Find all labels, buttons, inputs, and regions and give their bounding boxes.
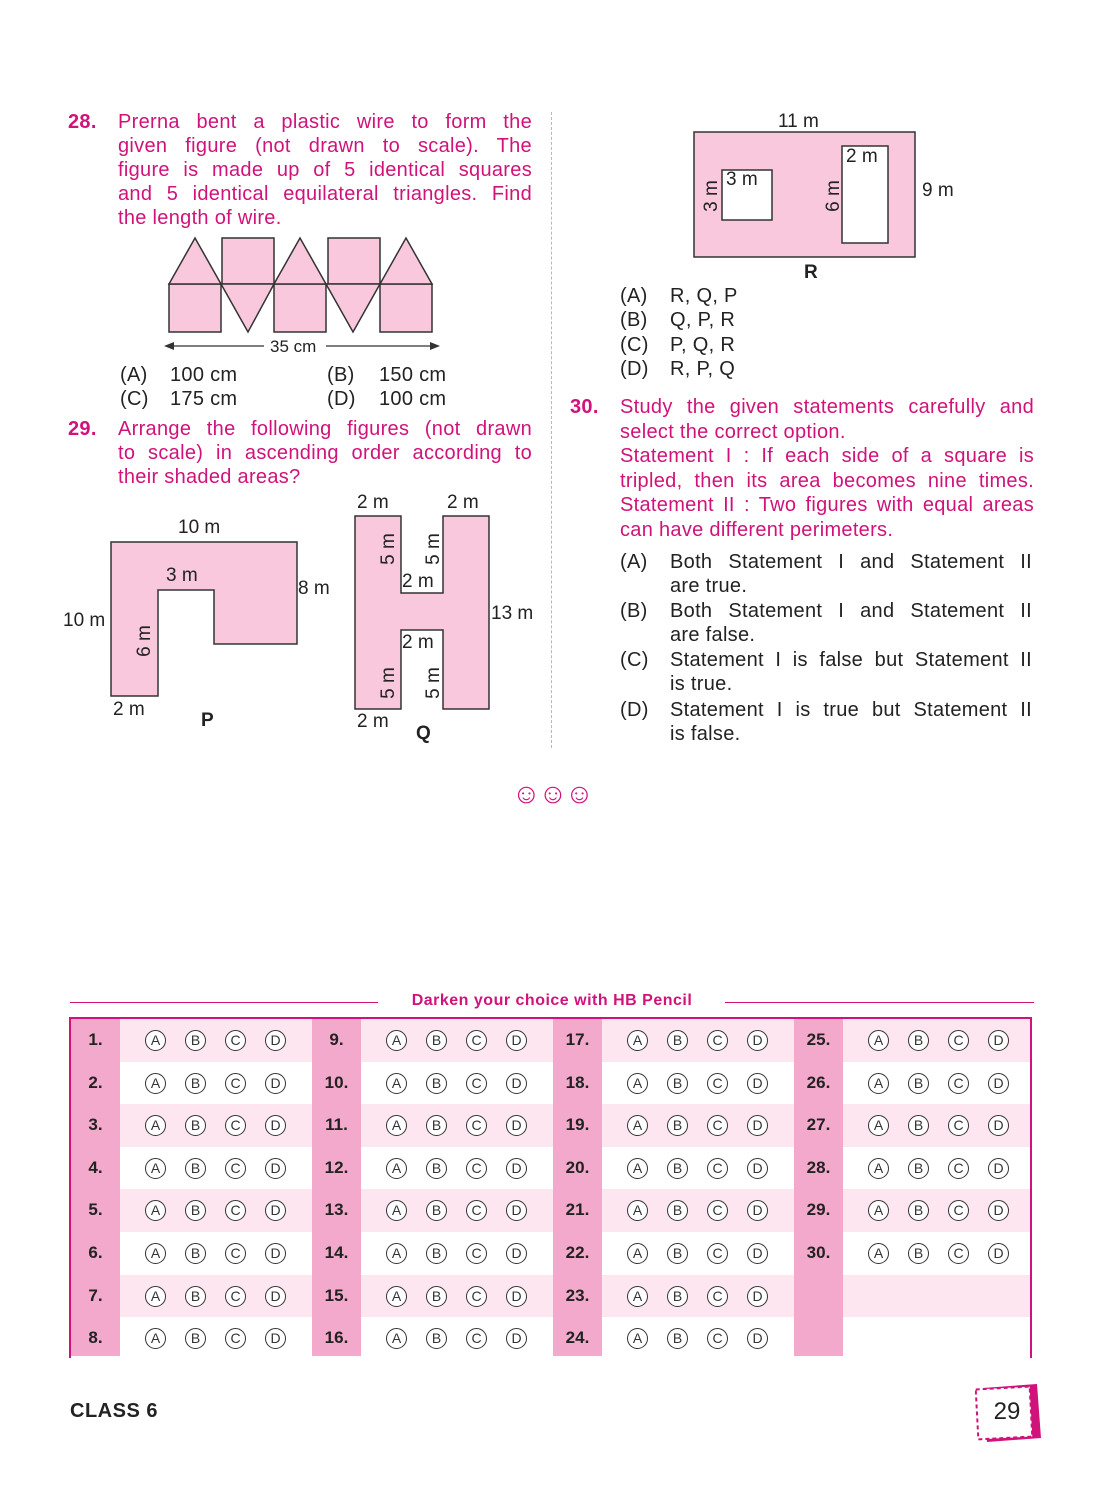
answer-bubble-d[interactable]: D — [988, 1243, 1009, 1264]
answer-question-number: 14. — [324, 1243, 349, 1262]
question-text-line: Prerna bent a plastic wire to form the — [118, 111, 532, 133]
answer-question-number: 19. — [565, 1115, 590, 1135]
class-label: CLASS 6 — [70, 1400, 158, 1422]
answer-bubble-b[interactable]: B — [667, 1286, 688, 1307]
option-text-line: is true. — [670, 673, 733, 695]
answer-bubble-c[interactable]: C — [707, 1030, 728, 1051]
answer-question-number: 30. — [806, 1243, 831, 1262]
question-text-line: can have different perimeters. — [620, 519, 894, 541]
answer-bubble-d[interactable]: D — [265, 1115, 286, 1136]
answer-bubble-d[interactable]: D — [506, 1073, 527, 1094]
answer-bubble-d[interactable]: D — [747, 1158, 768, 1179]
answer-bubble-d[interactable]: D — [747, 1073, 768, 1094]
option-label: (D) — [620, 699, 649, 721]
answer-bubble-c[interactable]: C — [225, 1328, 246, 1349]
answer-bubble-b[interactable]: B — [667, 1158, 688, 1179]
fig-r-height-label: 9 m — [922, 180, 954, 201]
answer-bubble-b[interactable]: B — [185, 1030, 206, 1051]
answer-bubble-a[interactable]: A — [386, 1286, 407, 1307]
answer-bubble-c[interactable]: C — [948, 1030, 969, 1051]
answer-sheet-header — [70, 990, 1034, 1014]
answer-question-number: 22. — [565, 1243, 590, 1262]
answer-bubble-d[interactable]: D — [265, 1243, 286, 1264]
answer-question-number: 8. — [88, 1328, 103, 1348]
figure-q — [345, 506, 495, 716]
answer-bubble-b[interactable]: B — [185, 1243, 206, 1264]
answer-question-number: 12. — [324, 1157, 349, 1177]
answer-bubble-c[interactable]: C — [466, 1243, 487, 1264]
question-text-line: Statement I : If each side of a square is — [620, 445, 1034, 467]
answer-bubble-a[interactable]: A — [868, 1073, 889, 1094]
answer-bubble-d[interactable]: D — [506, 1200, 527, 1221]
answer-bubble-d[interactable]: D — [747, 1286, 768, 1307]
fig-q-upper-left-label: 5 m — [377, 533, 399, 565]
answer-question-number: 1. — [88, 1030, 103, 1049]
option-value: 100 cm — [379, 388, 447, 410]
answer-question-number: 17. — [565, 1030, 590, 1049]
answer-bubble-a[interactable]: A — [145, 1115, 166, 1136]
option — [620, 284, 820, 308]
answer-row-background — [71, 1317, 1030, 1360]
answer-bubble-b[interactable]: B — [667, 1200, 688, 1221]
question-29 — [68, 417, 534, 492]
answer-bubble-c[interactable]: C — [707, 1243, 728, 1264]
answer-question-number: 2. — [88, 1072, 103, 1092]
answer-bubble-a[interactable]: A — [386, 1115, 407, 1136]
fig-p-inner-top-label: 3 m — [166, 565, 198, 586]
answer-bubble-d[interactable]: D — [506, 1158, 527, 1179]
answer-bubble-d[interactable]: D — [265, 1030, 286, 1051]
answer-bubble-d[interactable]: D — [506, 1115, 527, 1136]
option-label: (A) — [620, 551, 648, 573]
option — [620, 357, 820, 381]
answer-bubble-b[interactable]: B — [667, 1115, 688, 1136]
question-number-column — [794, 1019, 843, 1356]
answer-bubble-d[interactable]: D — [506, 1030, 527, 1051]
answer-bubble-d[interactable]: D — [747, 1328, 768, 1349]
option-label: (C) — [120, 388, 149, 410]
fig-q-bar-bottom-label: 2 m — [402, 632, 434, 653]
answer-bubble-a[interactable]: A — [145, 1286, 166, 1307]
option-text-line: are false. — [670, 624, 756, 646]
option — [327, 387, 507, 411]
answer-question-number: 13. — [324, 1200, 349, 1220]
answer-bubble-a[interactable]: A — [386, 1200, 407, 1221]
answer-bubble-b[interactable]: B — [908, 1200, 929, 1221]
answer-bubble-c[interactable]: C — [707, 1200, 728, 1221]
answer-bubble-c[interactable]: C — [466, 1158, 487, 1179]
answer-question-number: 5. — [88, 1200, 103, 1220]
answer-bubble-c[interactable]: C — [707, 1115, 728, 1136]
option-label: (B) — [327, 364, 355, 386]
fig-r-square-side-label: 3 m — [726, 169, 758, 190]
option-text-line: Statement I is false but Statement II — [670, 649, 1032, 671]
answer-bubble-b[interactable]: B — [426, 1243, 447, 1264]
answer-row-background — [71, 1275, 1030, 1318]
answer-bubble-b[interactable]: B — [426, 1030, 447, 1051]
question-text-line: Study the given statements carefully and — [620, 396, 1034, 418]
option-value: Q, P, R — [670, 309, 736, 331]
option — [620, 333, 820, 357]
question-text-line: figure is made up of 5 identical squares — [118, 159, 532, 181]
answer-question-number: 27. — [806, 1115, 831, 1135]
option — [120, 387, 300, 411]
answer-bubble-c[interactable]: C — [225, 1286, 246, 1307]
answer-bubble-c[interactable]: C — [466, 1115, 487, 1136]
answer-bubble-b[interactable]: B — [426, 1200, 447, 1221]
answer-bubble-b[interactable]: B — [667, 1073, 688, 1094]
fig-q-upper-right-label: 5 m — [422, 533, 444, 565]
answer-bubble-d[interactable]: D — [988, 1115, 1009, 1136]
question-number: 30. — [570, 396, 599, 418]
answer-question-number: 25. — [806, 1030, 831, 1049]
option-text-line: Both Statement I and Statement II — [670, 551, 1032, 573]
answer-bubble-d[interactable]: D — [265, 1158, 286, 1179]
fig-q-top-right-label: 2 m — [447, 492, 479, 513]
fig-r-name: R — [804, 262, 818, 283]
answer-question-number: 28. — [806, 1157, 831, 1177]
answer-bubble-c[interactable]: C — [466, 1030, 487, 1051]
answer-bubble-a[interactable]: A — [386, 1328, 407, 1349]
answer-bubble-a[interactable]: A — [627, 1328, 648, 1349]
answer-bubble-b[interactable]: B — [185, 1158, 206, 1179]
option — [620, 308, 820, 332]
fig-p-inner-height-label: 6 m — [133, 625, 155, 657]
question-text-line: the length of wire. — [118, 207, 282, 229]
figure-r — [690, 128, 920, 262]
option-label: (B) — [620, 309, 648, 331]
answer-bubble-a[interactable]: A — [145, 1073, 166, 1094]
answer-bubble-b[interactable]: B — [426, 1286, 447, 1307]
answer-bubble-a[interactable]: A — [145, 1243, 166, 1264]
answer-bubble-b[interactable]: B — [667, 1030, 688, 1051]
answer-bubble-c[interactable]: C — [948, 1158, 969, 1179]
answer-bubble-a[interactable]: A — [627, 1073, 648, 1094]
answer-bubble-d[interactable]: D — [988, 1158, 1009, 1179]
answer-bubble-b[interactable]: B — [185, 1200, 206, 1221]
answer-bubble-c[interactable]: C — [225, 1158, 246, 1179]
answer-bubble-c[interactable]: C — [225, 1115, 246, 1136]
column-divider — [551, 112, 552, 748]
fig-q-top-left-label: 2 m — [357, 492, 389, 513]
fig-r-width-label: 11 m — [778, 111, 819, 132]
question-text-line: given figure (not drawn to scale). The — [118, 135, 532, 157]
answer-question-number: 7. — [88, 1285, 103, 1305]
answer-bubble-b[interactable]: B — [908, 1243, 929, 1264]
question-28 — [68, 110, 534, 235]
answer-bubble-d[interactable]: D — [265, 1286, 286, 1307]
answer-bubble-c[interactable]: C — [707, 1158, 728, 1179]
option-label: (D) — [620, 358, 649, 380]
fig-q-bottom-label: 2 m — [357, 711, 389, 732]
answer-question-number: 23. — [565, 1285, 590, 1305]
answer-bubble-b[interactable]: B — [185, 1115, 206, 1136]
option — [620, 698, 1036, 747]
answer-question-number: 10. — [324, 1072, 349, 1092]
option-label: (D) — [327, 388, 356, 410]
answer-bubble-c[interactable]: C — [707, 1286, 728, 1307]
answer-question-number: 21. — [565, 1200, 590, 1220]
answer-bubble-a[interactable]: A — [868, 1243, 889, 1264]
answer-bubble-a[interactable]: A — [868, 1030, 889, 1051]
answer-bubble-b[interactable]: B — [908, 1158, 929, 1179]
answer-question-number: 16. — [324, 1328, 349, 1348]
answer-bubble-d[interactable]: D — [265, 1200, 286, 1221]
answer-bubble-b[interactable]: B — [185, 1328, 206, 1349]
question-number: 28. — [68, 111, 97, 133]
answer-bubble-a[interactable]: A — [386, 1073, 407, 1094]
option — [620, 550, 1036, 599]
answer-bubble-d[interactable]: D — [988, 1200, 1009, 1221]
answer-question-number: 29. — [806, 1200, 831, 1220]
fig-p-bottom-label: 2 m — [113, 699, 145, 720]
answer-question-number: 24. — [565, 1328, 590, 1348]
option-text-line: are true. — [670, 575, 748, 597]
fig-p-name: P — [201, 710, 214, 731]
answer-bubble-a[interactable]: A — [386, 1243, 407, 1264]
question-text-line: and 5 identical equilateral triangles. Find — [118, 183, 532, 205]
question-text-line: their shaded areas? — [118, 466, 301, 488]
option-value: 100 cm — [170, 364, 238, 386]
question-text-line: Arrange the following figures (not drawn — [118, 418, 532, 440]
answer-bubble-d[interactable]: D — [747, 1030, 768, 1051]
dimension-label: 35 cm — [270, 337, 317, 356]
fig-q-bar-top-label: 2 m — [402, 571, 434, 592]
answer-question-number: 6. — [88, 1243, 103, 1262]
fig-q-lower-left-label: 5 m — [377, 667, 399, 699]
figure-p — [100, 530, 310, 710]
fig-r-rect-width-label: 2 m — [846, 146, 878, 167]
option — [120, 363, 300, 387]
option — [620, 648, 1036, 697]
question-text-line: select the correct option. — [620, 421, 846, 443]
answer-bubble-c[interactable]: C — [225, 1200, 246, 1221]
fig-q-height-label: 13 m — [491, 603, 534, 624]
answer-bubble-c[interactable]: C — [466, 1073, 487, 1094]
answer-bubble-b[interactable]: B — [426, 1328, 447, 1349]
answer-bubble-a[interactable]: A — [145, 1328, 166, 1349]
answer-bubble-a[interactable]: A — [868, 1158, 889, 1179]
answer-question-number: 3. — [88, 1115, 103, 1135]
answer-question-number: 26. — [806, 1072, 831, 1092]
answer-bubble-a[interactable]: A — [627, 1030, 648, 1051]
answer-bubble-c[interactable]: C — [948, 1243, 969, 1264]
answer-bubble-a[interactable]: A — [386, 1158, 407, 1179]
option-value: 175 cm — [170, 388, 238, 410]
fig-p-left-label: 10 m — [63, 610, 106, 631]
option-value: 150 cm — [379, 364, 447, 386]
answer-bubble-a[interactable]: A — [868, 1200, 889, 1221]
fig-p-top-label: 10 m — [178, 517, 221, 538]
option-label: (A) — [120, 364, 148, 386]
answer-bubble-b[interactable]: B — [908, 1073, 929, 1094]
option-label: (A) — [620, 285, 648, 307]
answer-bubble-b[interactable]: B — [185, 1286, 206, 1307]
answer-question-number: 9. — [329, 1030, 344, 1049]
fig-q-lower-right-label: 5 m — [422, 667, 444, 699]
option-value: P, Q, R — [670, 334, 736, 356]
question-30 — [570, 395, 1036, 545]
answer-bubble-b[interactable]: B — [426, 1158, 447, 1179]
answer-bubble-d[interactable]: D — [988, 1073, 1009, 1094]
answer-bubble-c[interactable]: C — [466, 1328, 487, 1349]
answer-bubble-d[interactable]: D — [747, 1115, 768, 1136]
answer-bubble-c[interactable]: C — [948, 1200, 969, 1221]
header-rule-right — [725, 1002, 1034, 1003]
option-text-line: Statement I is true but Statement II — [670, 699, 1032, 721]
answer-bubble-c[interactable]: C — [225, 1030, 246, 1051]
answer-bubble-a[interactable]: A — [627, 1243, 648, 1264]
answer-bubble-c[interactable]: C — [948, 1073, 969, 1094]
option-label: (C) — [620, 334, 649, 356]
answer-bubble-a[interactable]: A — [627, 1115, 648, 1136]
option-label: (B) — [620, 600, 648, 622]
answer-bubble-b[interactable]: B — [667, 1328, 688, 1349]
answer-bubble-a[interactable]: A — [145, 1200, 166, 1221]
answer-bubble-d[interactable]: D — [265, 1073, 286, 1094]
answer-question-number: 18. — [565, 1072, 590, 1092]
question-text-line: tripled, then its area becomes nine times. — [620, 470, 1034, 492]
answer-question-number: 4. — [88, 1157, 103, 1177]
answer-bubble-c[interactable]: C — [948, 1115, 969, 1136]
answer-bubble-d[interactable]: D — [988, 1030, 1009, 1051]
answer-bubble-d[interactable]: D — [265, 1328, 286, 1349]
answer-bubble-d[interactable]: D — [747, 1243, 768, 1264]
answer-bubble-d[interactable]: D — [506, 1328, 527, 1349]
option-text-line: is false. — [670, 723, 741, 745]
answer-bubble-a[interactable]: A — [386, 1030, 407, 1051]
answer-bubble-a[interactable]: A — [145, 1030, 166, 1051]
answer-bubble-c[interactable]: C — [466, 1200, 487, 1221]
question-number: 29. — [68, 418, 97, 440]
answer-bubble-a[interactable]: A — [145, 1158, 166, 1179]
answer-bubble-d[interactable]: D — [506, 1243, 527, 1264]
answer-sheet-title: Darken your choice with HB Pencil — [411, 992, 693, 1009]
fig-q-name: Q — [416, 723, 431, 744]
answer-bubble-b[interactable]: B — [908, 1030, 929, 1051]
answer-bubble-d[interactable]: D — [506, 1286, 527, 1307]
answer-question-number: 20. — [565, 1157, 590, 1177]
answer-bubble-a[interactable]: A — [627, 1200, 648, 1221]
option — [620, 599, 1036, 648]
answer-bubble-c[interactable]: C — [225, 1243, 246, 1264]
answer-bubble-a[interactable]: A — [627, 1158, 648, 1179]
option-label: (C) — [620, 649, 649, 671]
option-value: R, Q, P — [670, 285, 738, 307]
answer-bubble-c[interactable]: C — [225, 1073, 246, 1094]
question-text-line: Statement II : Two figures with equal areas — [620, 494, 1034, 516]
answer-bubble-d[interactable]: D — [747, 1200, 768, 1221]
question-text-line: to scale) in ascending order according to — [118, 442, 532, 464]
answer-bubble-b[interactable]: B — [426, 1073, 447, 1094]
fig-r-square-height-label: 3 m — [700, 180, 722, 212]
option-value: R, P, Q — [670, 358, 736, 380]
answer-grid — [69, 1017, 1032, 1358]
answer-bubble-a[interactable]: A — [627, 1286, 648, 1307]
smiley-icons: ☺☺☺ — [512, 778, 592, 809]
answer-bubble-c[interactable]: C — [707, 1073, 728, 1094]
answer-bubble-b[interactable]: B — [908, 1115, 929, 1136]
option-text-line: Both Statement I and Statement II — [670, 600, 1032, 622]
answer-bubble-a[interactable]: A — [868, 1115, 889, 1136]
option — [327, 363, 507, 387]
answer-bubble-c[interactable]: C — [707, 1328, 728, 1349]
answer-bubble-b[interactable]: B — [185, 1073, 206, 1094]
answer-question-number: 15. — [324, 1285, 349, 1305]
page-number: 29 — [993, 1398, 1021, 1425]
answer-bubble-b[interactable]: B — [667, 1243, 688, 1264]
fig-p-right-label: 8 m — [298, 578, 330, 599]
answer-bubble-c[interactable]: C — [466, 1286, 487, 1307]
answer-question-number: 11. — [325, 1115, 348, 1135]
fig-r-rect-height-label: 6 m — [822, 180, 844, 212]
answer-bubble-b[interactable]: B — [426, 1115, 447, 1136]
